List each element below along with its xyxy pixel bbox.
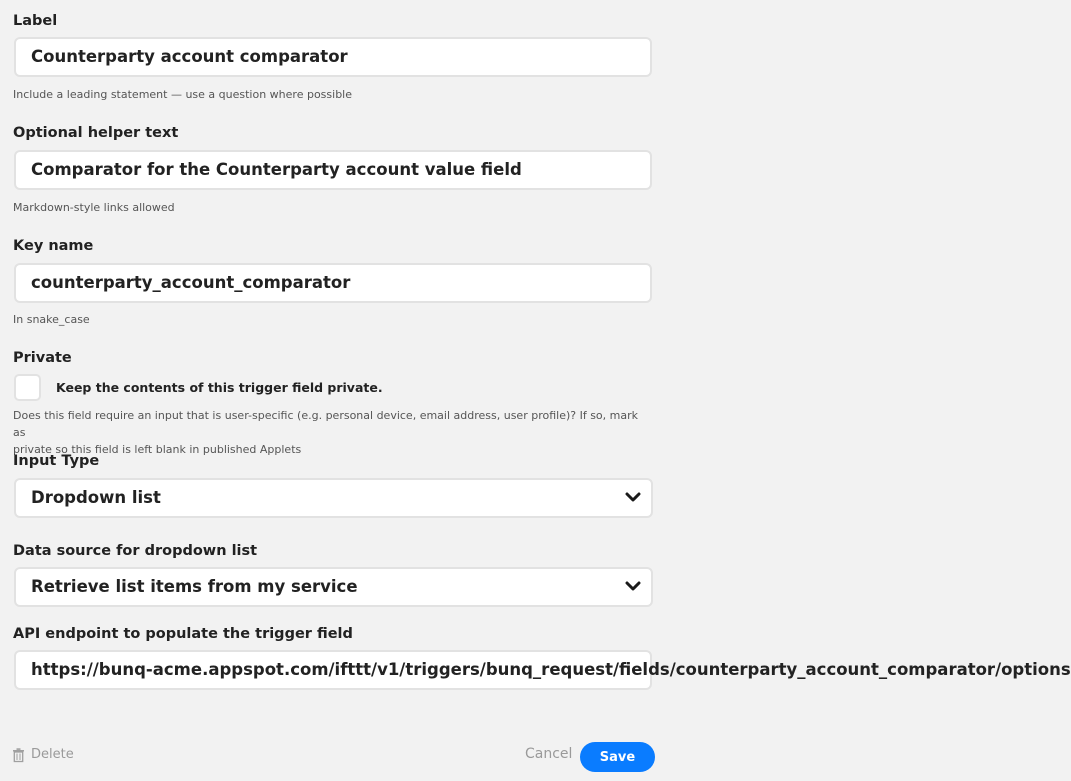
data-source-label: Data source for dropdown list: [13, 543, 258, 559]
api-endpoint-input[interactable]: https://bunq-acme.appspot.com/ifttt/v1/triggers/bunq_request/fields/counterparty_account_comparator/options: [14, 650, 652, 690]
input-type-label: Input Type: [13, 453, 100, 469]
input-type-selected-value: Dropdown list: [31, 488, 161, 507]
private-hint: [13, 407, 653, 458]
cancel-button[interactable]: Cancel: [525, 746, 573, 762]
key-name-input[interactable]: counterparty_account_comparator: [14, 263, 652, 303]
private-hint-line-1: Does this field require an input that is user-specific (e.g. personal device, email address, user profile)? If so, mark as: [13, 409, 639, 439]
input-type-select[interactable]: [14, 478, 653, 518]
label-hint: Include a leading statement — use a question where possible: [13, 88, 352, 101]
label-input[interactable]: Counterparty account comparator: [14, 37, 652, 77]
key-name-label: Key name: [13, 238, 94, 254]
private-checkbox[interactable]: [14, 374, 41, 401]
data-source-select[interactable]: [14, 567, 653, 607]
trash-icon: [12, 748, 25, 762]
helper-field-label: Optional helper text: [13, 125, 179, 141]
helper-text-input[interactable]: Comparator for the Counterparty account value field: [14, 150, 652, 190]
chevron-down-icon: [625, 579, 641, 593]
private-checkbox-label[interactable]: Keep the contents of this trigger field private.: [56, 380, 383, 395]
save-button[interactable]: Save: [580, 742, 655, 772]
label-field-label: Label: [13, 13, 58, 29]
api-endpoint-label: API endpoint to populate the trigger field: [13, 626, 353, 642]
delete-button[interactable]: [12, 747, 74, 762]
private-hint-line-2: private so this field is left blank in published Applets: [13, 443, 302, 456]
chevron-down-icon: [625, 490, 641, 504]
key-name-hint: In snake_case: [13, 313, 90, 326]
private-label: Private: [13, 350, 72, 366]
delete-label: Delete: [31, 747, 74, 762]
data-source-selected-value: Retrieve list items from my service: [31, 577, 358, 596]
helper-hint: Markdown-style links allowed: [13, 201, 175, 214]
